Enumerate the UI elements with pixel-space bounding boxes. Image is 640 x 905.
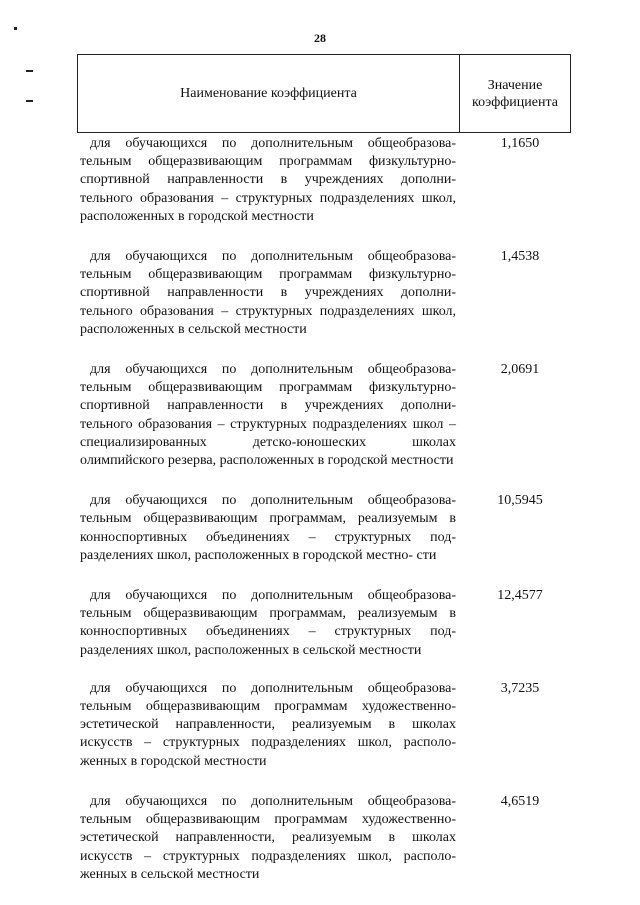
coefficient-description: для обучающихся по дополнительным общеобразова- тельным общеразвивающим программам художественно- эстетической направленности, реализуемым в школах искусств – структурных подразделениях школ, располо- женных в городской местности <box>80 680 456 769</box>
coefficient-value: 1,4538 <box>500 249 540 265</box>
header-value-label-line2: коэффициента <box>472 94 558 110</box>
coefficient-description: для обучающихся по дополнительным общеобразова- тельным общеразвивающим программам, реализуемым в конноспортивных объединениях – структурных под- разделениях школ, расположенных в сельской местности <box>80 588 456 658</box>
header-name-cell <box>78 55 460 132</box>
coefficient-description: для обучающихся по дополнительным общеобразова- тельным общеразвивающим программам физкультурно- спортивной направленности в учреждениях дополни- тельного образования – структурных подразделениях школ, расположенных в городской местности <box>80 136 456 224</box>
page-number: 28 <box>314 31 326 45</box>
coefficient-value: 12,4577 <box>497 588 543 604</box>
coefficient-value: 2,0691 <box>500 362 540 378</box>
table-row <box>80 248 570 339</box>
coefficient-value: 4,6519 <box>500 793 540 809</box>
scan-mark <box>14 27 17 30</box>
table-row <box>80 361 570 470</box>
table-body <box>80 135 570 884</box>
table-row <box>80 680 570 771</box>
table-header <box>77 54 571 133</box>
scan-mark <box>26 70 33 72</box>
table-row <box>80 587 570 660</box>
coefficient-value: 3,7235 <box>500 680 540 696</box>
table-row <box>80 492 570 565</box>
table-row <box>80 793 570 884</box>
table-row <box>80 135 570 226</box>
coefficient-description: для обучающихся по дополнительным общеобразова- тельным общеразвивающим программам, реализуемым в конноспортивных объединениях – структурных под- разделениях школ, расположенных в городской местно- сти <box>80 493 456 563</box>
coefficient-description: для обучающихся по дополнительным общеобразова- тельным общеразвивающим программам физкультурно- спортивной направленности в учреждениях дополни- тельного образования – структурных подразделениях школ – специализированных детско-юношеских школах олимпийского резерва, расположенных в городской местности <box>80 362 456 469</box>
coefficient-value: 1,1650 <box>500 136 540 151</box>
coefficient-value: 10,5945 <box>497 493 543 509</box>
header-name-label: Наименование коэффициента <box>180 85 357 101</box>
header-value-label-line1: Значение <box>487 77 543 93</box>
coefficient-description: для обучающихся по дополнительным общеобразова- тельным общеразвивающим программам физкультурно- спортивной направленности в учреждениях дополни- тельного образования – структурных подразделениях школ, расположенных в сельской местности <box>80 249 456 337</box>
scan-mark <box>26 100 33 102</box>
header-value-cell <box>460 55 570 132</box>
coefficient-description: для обучающихся по дополнительным общеобразова- тельным общеразвивающим программам художественно- эстетической направленности, реализуемым в школах искусств – структурных подразделениях школ, располо- женных в сельской местности <box>80 793 456 882</box>
